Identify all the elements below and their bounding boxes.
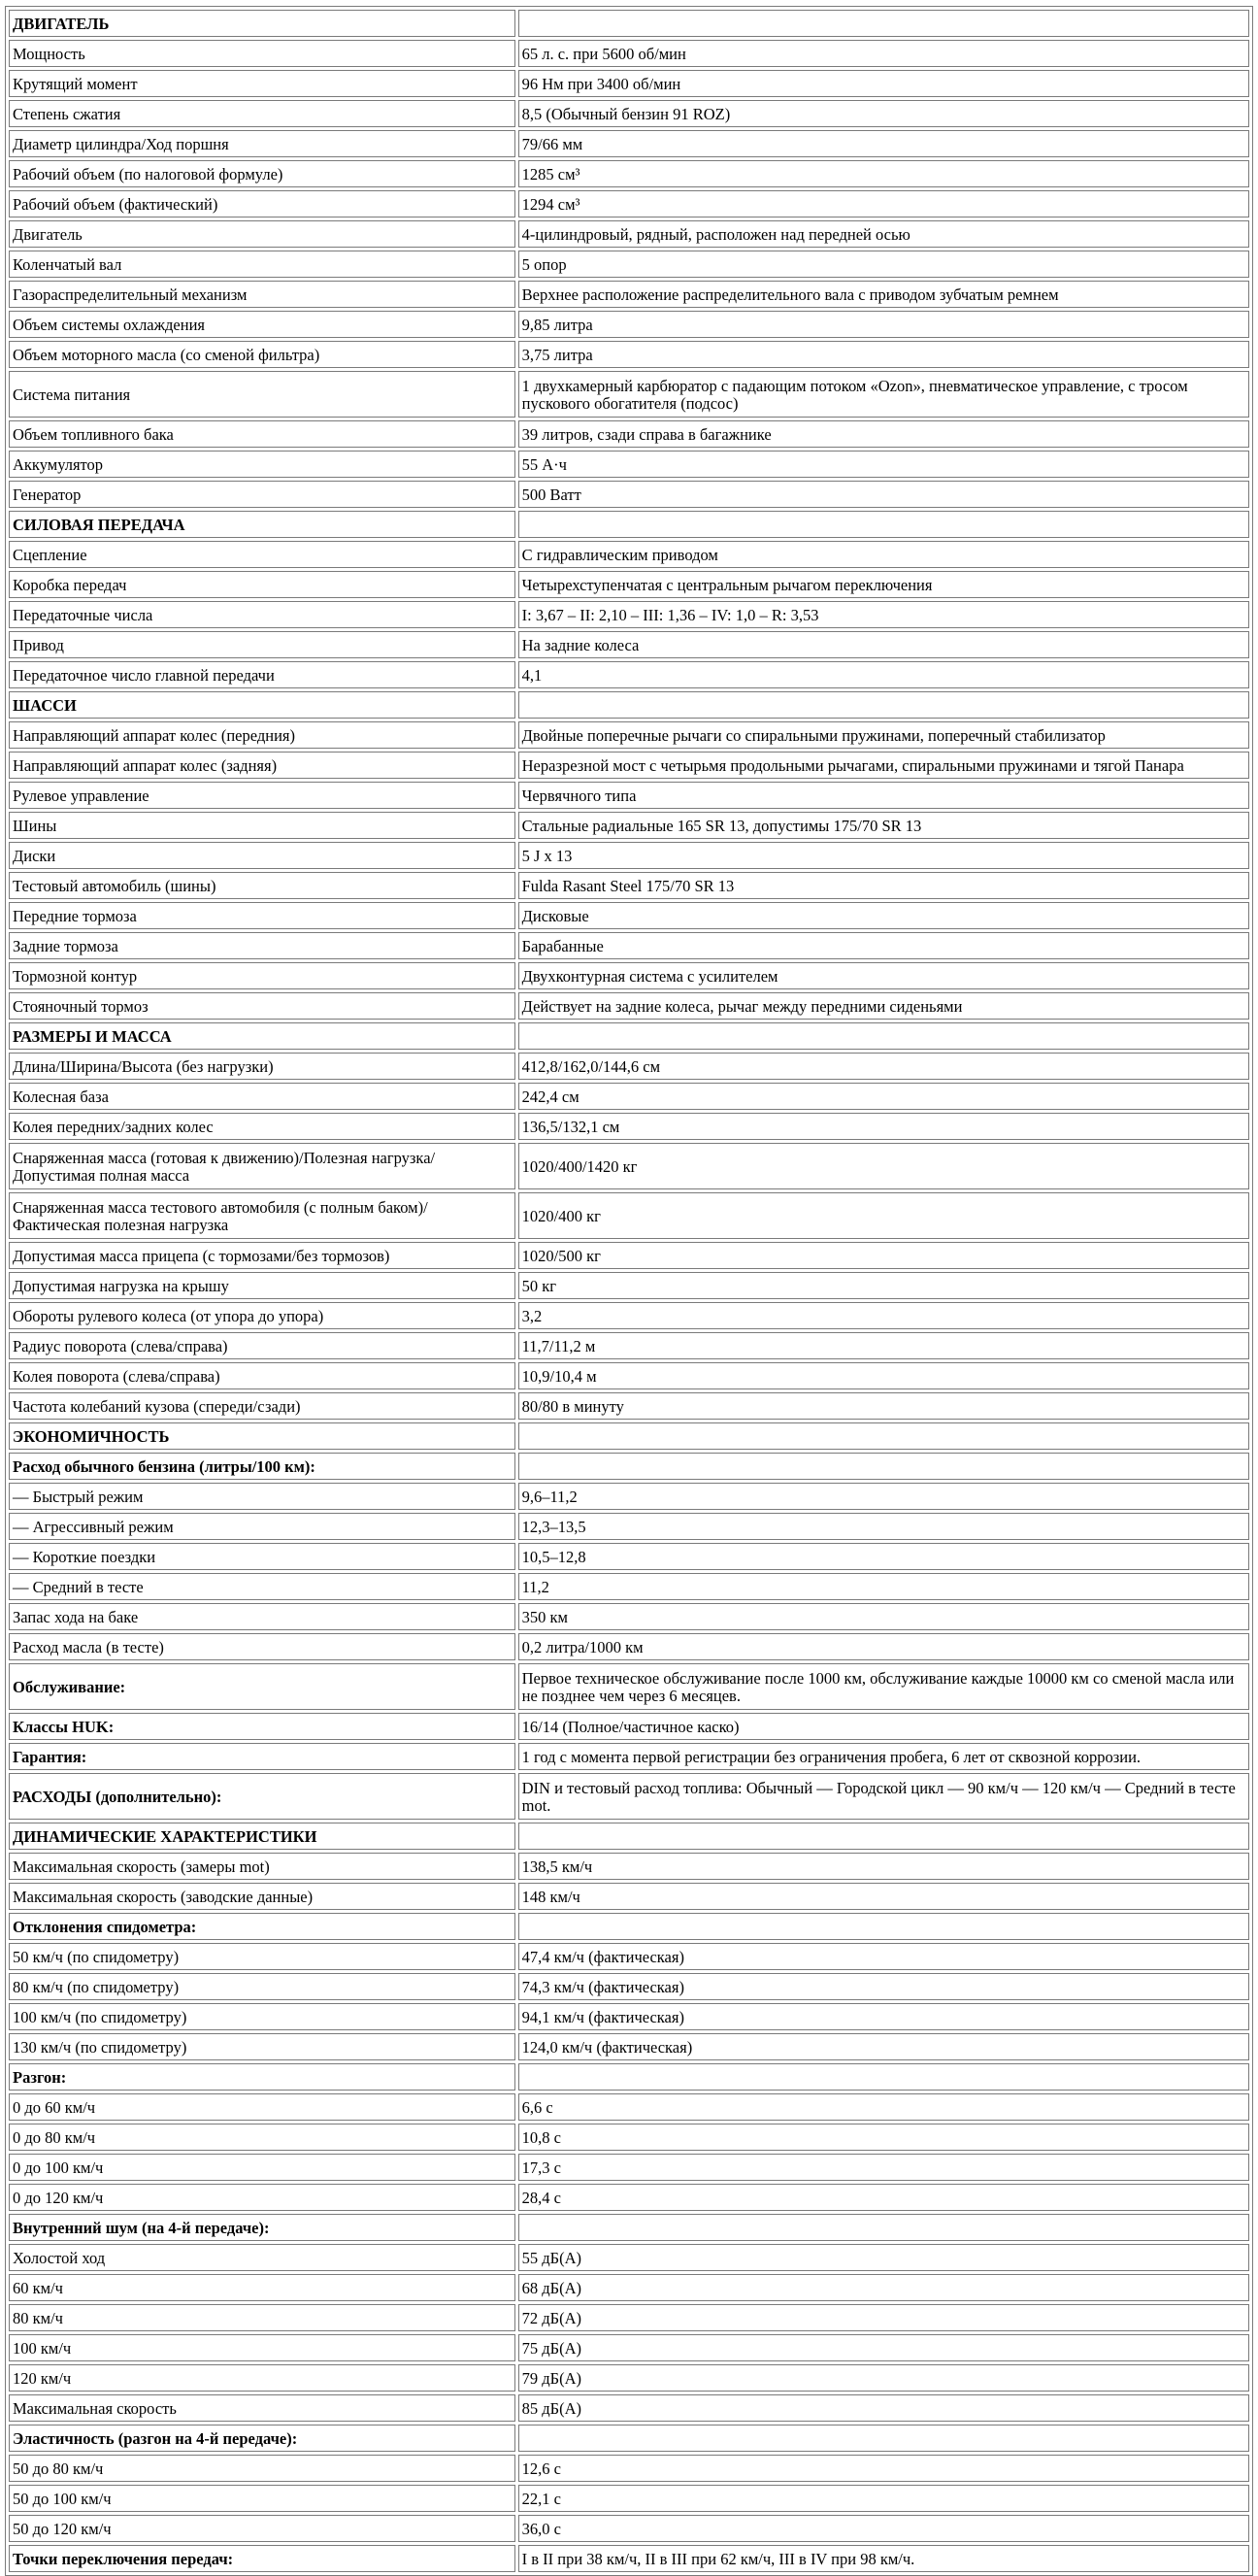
spec-row bbox=[9, 281, 1249, 308]
spec-row bbox=[9, 2154, 1249, 2181]
section-title: РАЗМЕРЫ И МАССА bbox=[9, 1022, 515, 1050]
spec-value: Червячного типа bbox=[518, 782, 1249, 809]
spec-label: Рабочий объем (по налоговой формуле) bbox=[9, 160, 515, 187]
spec-row bbox=[9, 371, 1249, 418]
spec-label: Задние тормоза bbox=[9, 932, 515, 959]
spec-row bbox=[9, 2425, 1249, 2452]
spec-label: Длина/Ширина/Высота (без нагрузки) bbox=[9, 1053, 515, 1080]
spec-label: Максимальная скорость bbox=[9, 2394, 515, 2422]
spec-row bbox=[9, 1603, 1249, 1630]
spec-row bbox=[9, 2214, 1249, 2241]
spec-row bbox=[9, 2364, 1249, 2392]
spec-value: 242,4 см bbox=[518, 1083, 1249, 1110]
spec-label: 120 км/ч bbox=[9, 2364, 515, 2392]
spec-label: 60 км/ч bbox=[9, 2274, 515, 2301]
spec-value: Действует на задние колеса, рычаг между передними сиденьями bbox=[518, 992, 1249, 1020]
section-header-row bbox=[9, 10, 1249, 37]
spec-value: Барабанные bbox=[518, 932, 1249, 959]
spec-label: 130 км/ч (по спидометру) bbox=[9, 2033, 515, 2060]
spec-value: 79 дБ(A) bbox=[518, 2364, 1249, 2392]
spec-value: 55 дБ(A) bbox=[518, 2244, 1249, 2271]
spec-label: Снаряженная масса тестового автомобиля (с полным баком)/Фактическая полезная нагрузка bbox=[9, 1192, 515, 1239]
spec-value: 96 Нм при 3400 об/мин bbox=[518, 70, 1249, 97]
spec-label: Крутящий момент bbox=[9, 70, 515, 97]
spec-value: Четырехступенчатая с центральным рычагом переключения bbox=[518, 571, 1249, 598]
spec-row bbox=[9, 2485, 1249, 2512]
spec-label: Газораспределительный механизм bbox=[9, 281, 515, 308]
spec-row bbox=[9, 420, 1249, 448]
spec-value: Стальные радиальные 165 SR 13, допустимы 175/70 SR 13 bbox=[518, 812, 1249, 839]
spec-value bbox=[518, 1823, 1249, 1850]
spec-value: Первое техническое обслуживание после 1000 км, обслуживание каждые 10000 км со сменой масла или не позднее чем через 6 месяцев. bbox=[518, 1663, 1249, 1710]
spec-value: 1020/400 кг bbox=[518, 1192, 1249, 1239]
spec-label: Точки переключения передач: bbox=[9, 2545, 515, 2572]
spec-value bbox=[518, 2063, 1249, 2091]
spec-row bbox=[9, 2455, 1249, 2482]
spec-value bbox=[518, 691, 1249, 719]
spec-label: Диски bbox=[9, 842, 515, 869]
spec-value bbox=[518, 1453, 1249, 1480]
section-header-row bbox=[9, 1022, 1249, 1050]
spec-row bbox=[9, 2063, 1249, 2091]
spec-row bbox=[9, 1743, 1249, 1770]
spec-label: 80 км/ч bbox=[9, 2304, 515, 2331]
spec-label: Максимальная скорость (замеры mot) bbox=[9, 1853, 515, 1880]
spec-label: РАСХОДЫ (дополнительно): bbox=[9, 1773, 515, 1820]
spec-row bbox=[9, 311, 1249, 338]
spec-label: 80 км/ч (по спидометру) bbox=[9, 1973, 515, 2000]
spec-row bbox=[9, 1483, 1249, 1510]
spec-row bbox=[9, 571, 1249, 598]
spec-row bbox=[9, 1362, 1249, 1389]
spec-label: Стояночный тормоз bbox=[9, 992, 515, 1020]
spec-value bbox=[518, 1913, 1249, 1940]
spec-label: 100 км/ч bbox=[9, 2334, 515, 2361]
spec-row bbox=[9, 130, 1249, 157]
spec-row bbox=[9, 1332, 1249, 1359]
spec-row bbox=[9, 341, 1249, 368]
spec-value: 68 дБ(A) bbox=[518, 2274, 1249, 2301]
spec-label: 100 км/ч (по спидометру) bbox=[9, 2003, 515, 2030]
spec-value: 12,6 с bbox=[518, 2455, 1249, 2482]
spec-row bbox=[9, 1392, 1249, 1420]
spec-label: Передаточное число главной передачи bbox=[9, 661, 515, 688]
spec-row bbox=[9, 1543, 1249, 1570]
spec-label: 50 до 120 км/ч bbox=[9, 2515, 515, 2542]
spec-row bbox=[9, 812, 1249, 839]
spec-value: 10,5–12,8 bbox=[518, 1543, 1249, 1570]
spec-row bbox=[9, 872, 1249, 899]
spec-table-body bbox=[9, 10, 1249, 2572]
spec-row bbox=[9, 721, 1249, 749]
spec-row bbox=[9, 70, 1249, 97]
spec-label: Рабочий объем (фактический) bbox=[9, 190, 515, 217]
spec-value: I: 3,67 – II: 2,10 – III: 1,36 – IV: 1,0 – R: 3,53 bbox=[518, 601, 1249, 628]
spec-label: Внутренний шум (на 4-й передаче): bbox=[9, 2214, 515, 2241]
spec-label: 0 до 80 км/ч bbox=[9, 2124, 515, 2151]
spec-value: Неразрезной мост с четырьмя продольными рычагами, спиральными пружинами и тягой Панара bbox=[518, 752, 1249, 779]
spec-value: Дисковые bbox=[518, 902, 1249, 929]
spec-row bbox=[9, 190, 1249, 217]
section-title: СИЛОВАЯ ПЕРЕДАЧА bbox=[9, 511, 515, 538]
spec-value: 3,75 литра bbox=[518, 341, 1249, 368]
spec-label: Объем системы охлаждения bbox=[9, 311, 515, 338]
spec-label: Гарантия: bbox=[9, 1743, 515, 1770]
spec-value: 1020/500 кг bbox=[518, 1242, 1249, 1269]
spec-row bbox=[9, 1242, 1249, 1269]
spec-value: 55 А·ч bbox=[518, 451, 1249, 478]
spec-value: 0,2 литра/1000 км bbox=[518, 1633, 1249, 1660]
spec-row bbox=[9, 1143, 1249, 1189]
spec-value: 1294 см³ bbox=[518, 190, 1249, 217]
spec-value: Верхнее расположение распределительного вала с приводом зубчатым ремнем bbox=[518, 281, 1249, 308]
spec-table bbox=[5, 6, 1253, 2576]
spec-label: 0 до 100 км/ч bbox=[9, 2154, 515, 2181]
spec-value: 9,85 литра bbox=[518, 311, 1249, 338]
spec-value: 47,4 км/ч (фактическая) bbox=[518, 1943, 1249, 1970]
spec-row bbox=[9, 2244, 1249, 2271]
spec-row bbox=[9, 842, 1249, 869]
spec-label: Допустимая нагрузка на крышу bbox=[9, 1272, 515, 1299]
spec-row bbox=[9, 2274, 1249, 2301]
spec-value: 412,8/162,0/144,6 см bbox=[518, 1053, 1249, 1080]
spec-value: Двойные поперечные рычаги со спиральными пружинами, поперечный стабилизатор bbox=[518, 721, 1249, 749]
spec-label: Направляющий аппарат колес (передния) bbox=[9, 721, 515, 749]
spec-row bbox=[9, 631, 1249, 658]
spec-value: 17,3 с bbox=[518, 2154, 1249, 2181]
spec-row bbox=[9, 451, 1249, 478]
spec-label: Частота колебаний кузова (спереди/сзади) bbox=[9, 1392, 515, 1420]
section-title: ЭКОНОМИЧНОСТЬ bbox=[9, 1422, 515, 1450]
spec-row bbox=[9, 992, 1249, 1020]
spec-label: 0 до 60 км/ч bbox=[9, 2093, 515, 2121]
section-header-row bbox=[9, 691, 1249, 719]
spec-row bbox=[9, 1883, 1249, 1910]
spec-value: 3,2 bbox=[518, 1302, 1249, 1329]
spec-label: — Агрессивный режим bbox=[9, 1513, 515, 1540]
spec-value: 80/80 в минуту bbox=[518, 1392, 1249, 1420]
spec-value: 75 дБ(A) bbox=[518, 2334, 1249, 2361]
spec-value: 1 год с момента первой регистрации без ограничения пробега, 6 лет от сквозной коррозии. bbox=[518, 1743, 1249, 1770]
spec-label: Обороты рулевого колеса (от упора до упора) bbox=[9, 1302, 515, 1329]
spec-row bbox=[9, 2545, 1249, 2572]
spec-value bbox=[518, 511, 1249, 538]
spec-value: С гидравлическим приводом bbox=[518, 541, 1249, 568]
spec-row bbox=[9, 1973, 1249, 2000]
section-title: ДИНАМИЧЕСКИЕ ХАРАКТЕРИСТИКИ bbox=[9, 1823, 515, 1850]
spec-value: 12,3–13,5 bbox=[518, 1513, 1249, 1540]
spec-value: 4-цилиндровый, рядный, расположен над передней осью bbox=[518, 220, 1249, 248]
spec-row bbox=[9, 2033, 1249, 2060]
spec-row bbox=[9, 100, 1249, 127]
spec-row bbox=[9, 2515, 1249, 2542]
spec-value: 10,9/10,4 м bbox=[518, 1362, 1249, 1389]
spec-label: Объем топливного бака bbox=[9, 420, 515, 448]
spec-label: — Быстрый режим bbox=[9, 1483, 515, 1510]
spec-label: 50 км/ч (по спидометру) bbox=[9, 1943, 515, 1970]
spec-value: 39 литров, сзади справа в багажнике bbox=[518, 420, 1249, 448]
spec-row bbox=[9, 1853, 1249, 1880]
spec-value: 50 кг bbox=[518, 1272, 1249, 1299]
spec-row bbox=[9, 251, 1249, 278]
spec-label: Мощность bbox=[9, 40, 515, 67]
spec-row bbox=[9, 481, 1249, 508]
spec-label: Коробка передач bbox=[9, 571, 515, 598]
spec-value: 5 опор bbox=[518, 251, 1249, 278]
spec-value: 8,5 (Обычный бензин 91 ROZ) bbox=[518, 100, 1249, 127]
spec-value: 5 J x 13 bbox=[518, 842, 1249, 869]
spec-label: Передние тормоза bbox=[9, 902, 515, 929]
spec-value bbox=[518, 1422, 1249, 1450]
spec-label: Разгон: bbox=[9, 2063, 515, 2091]
spec-row bbox=[9, 2184, 1249, 2211]
spec-value: 500 Ватт bbox=[518, 481, 1249, 508]
spec-row bbox=[9, 1943, 1249, 1970]
spec-value: Двухконтурная система с усилителем bbox=[518, 962, 1249, 989]
spec-row bbox=[9, 1192, 1249, 1239]
spec-row bbox=[9, 601, 1249, 628]
spec-row bbox=[9, 1773, 1249, 1820]
spec-value: 22,1 с bbox=[518, 2485, 1249, 2512]
spec-value: 36,0 с bbox=[518, 2515, 1249, 2542]
spec-value: 4,1 bbox=[518, 661, 1249, 688]
spec-row bbox=[9, 752, 1249, 779]
spec-label: Система питания bbox=[9, 371, 515, 418]
spec-row bbox=[9, 1083, 1249, 1110]
spec-value: 94,1 км/ч (фактическая) bbox=[518, 2003, 1249, 2030]
section-header-row bbox=[9, 511, 1249, 538]
spec-row bbox=[9, 1302, 1249, 1329]
spec-value: 28,4 с bbox=[518, 2184, 1249, 2211]
spec-row bbox=[9, 1573, 1249, 1600]
spec-label: Снаряженная масса (готовая к движению)/Полезная нагрузка/Допустимая полная масса bbox=[9, 1143, 515, 1189]
spec-row bbox=[9, 1272, 1249, 1299]
spec-label: 0 до 120 км/ч bbox=[9, 2184, 515, 2211]
spec-label: Радиус поворота (слева/справа) bbox=[9, 1332, 515, 1359]
spec-label: Эластичность (разгон на 4-й передаче): bbox=[9, 2425, 515, 2452]
spec-row bbox=[9, 160, 1249, 187]
spec-row bbox=[9, 1713, 1249, 1740]
spec-label: Генератор bbox=[9, 481, 515, 508]
spec-label: Холостой ход bbox=[9, 2244, 515, 2271]
spec-label: Расход масла (в тесте) bbox=[9, 1633, 515, 1660]
spec-value: 1 двухкамерный карбюратор с падающим потоком «Ozon», пневматическое управление, с тросом пускового обогатителя (подсос) bbox=[518, 371, 1249, 418]
spec-row bbox=[9, 2394, 1249, 2422]
spec-row bbox=[9, 1513, 1249, 1540]
spec-value: 350 км bbox=[518, 1603, 1249, 1630]
spec-label: Максимальная скорость (заводские данные) bbox=[9, 1883, 515, 1910]
spec-label: Объем моторного масла (со сменой фильтра) bbox=[9, 341, 515, 368]
spec-row bbox=[9, 1113, 1249, 1140]
spec-row bbox=[9, 1053, 1249, 1080]
spec-label: Колея поворота (слева/справа) bbox=[9, 1362, 515, 1389]
spec-value: 16/14 (Полное/частичное каско) bbox=[518, 1713, 1249, 1740]
section-title: ДВИГАТЕЛЬ bbox=[9, 10, 515, 37]
spec-row bbox=[9, 1633, 1249, 1660]
spec-value bbox=[518, 2425, 1249, 2452]
spec-value: 65 л. с. при 5600 об/мин bbox=[518, 40, 1249, 67]
spec-label: Двигатель bbox=[9, 220, 515, 248]
spec-label: Привод bbox=[9, 631, 515, 658]
spec-value: 85 дБ(A) bbox=[518, 2394, 1249, 2422]
spec-label: Сцепление bbox=[9, 541, 515, 568]
spec-value: DIN и тестовый расход топлива: Обычный — Городской цикл — 90 км/ч — 120 км/ч — Средний в тесте mot. bbox=[518, 1773, 1249, 1820]
spec-row bbox=[9, 1663, 1249, 1710]
spec-row bbox=[9, 2334, 1249, 2361]
spec-row bbox=[9, 220, 1249, 248]
spec-row bbox=[9, 541, 1249, 568]
spec-row bbox=[9, 932, 1249, 959]
spec-value: 11,7/11,2 м bbox=[518, 1332, 1249, 1359]
spec-label: Передаточные числа bbox=[9, 601, 515, 628]
spec-label: Степень сжатия bbox=[9, 100, 515, 127]
spec-label: Шины bbox=[9, 812, 515, 839]
spec-label: Колея передних/задних колес bbox=[9, 1113, 515, 1140]
spec-label: Запас хода на баке bbox=[9, 1603, 515, 1630]
spec-label: Расход обычного бензина (литры/100 км): bbox=[9, 1453, 515, 1480]
spec-label: Классы HUK: bbox=[9, 1713, 515, 1740]
spec-value: Fulda Rasant Steel 175/70 SR 13 bbox=[518, 872, 1249, 899]
spec-row bbox=[9, 40, 1249, 67]
spec-label: — Средний в тесте bbox=[9, 1573, 515, 1600]
spec-row bbox=[9, 1453, 1249, 1480]
spec-label: 50 до 100 км/ч bbox=[9, 2485, 515, 2512]
section-header-row bbox=[9, 1823, 1249, 1850]
spec-value: 9,6–11,2 bbox=[518, 1483, 1249, 1510]
section-title: ШАССИ bbox=[9, 691, 515, 719]
spec-label: Направляющий аппарат колес (задняя) bbox=[9, 752, 515, 779]
spec-value: 79/66 мм bbox=[518, 130, 1249, 157]
spec-row bbox=[9, 782, 1249, 809]
spec-label: Отклонения спидометра: bbox=[9, 1913, 515, 1940]
spec-label: Тормозной контур bbox=[9, 962, 515, 989]
section-header-row bbox=[9, 1422, 1249, 1450]
spec-value: 138,5 км/ч bbox=[518, 1853, 1249, 1880]
spec-value: На задние колеса bbox=[518, 631, 1249, 658]
spec-row bbox=[9, 2124, 1249, 2151]
spec-label: Тестовый автомобиль (шины) bbox=[9, 872, 515, 899]
spec-row bbox=[9, 2304, 1249, 2331]
spec-label: 50 до 80 км/ч bbox=[9, 2455, 515, 2482]
spec-label: Рулевое управление bbox=[9, 782, 515, 809]
spec-row bbox=[9, 1913, 1249, 1940]
spec-value: 148 км/ч bbox=[518, 1883, 1249, 1910]
spec-value: 72 дБ(A) bbox=[518, 2304, 1249, 2331]
spec-value bbox=[518, 2214, 1249, 2241]
spec-value: 6,6 с bbox=[518, 2093, 1249, 2121]
spec-value bbox=[518, 10, 1249, 37]
spec-row bbox=[9, 661, 1249, 688]
spec-value bbox=[518, 1022, 1249, 1050]
spec-value: 10,8 с bbox=[518, 2124, 1249, 2151]
spec-row bbox=[9, 2003, 1249, 2030]
spec-value: 1285 см³ bbox=[518, 160, 1249, 187]
spec-value: 11,2 bbox=[518, 1573, 1249, 1600]
spec-value: 74,3 км/ч (фактическая) bbox=[518, 1973, 1249, 2000]
spec-label: Аккумулятор bbox=[9, 451, 515, 478]
spec-label: Коленчатый вал bbox=[9, 251, 515, 278]
spec-row bbox=[9, 2093, 1249, 2121]
spec-label: Обслуживание: bbox=[9, 1663, 515, 1710]
spec-label: — Короткие поездки bbox=[9, 1543, 515, 1570]
spec-label: Колесная база bbox=[9, 1083, 515, 1110]
spec-row bbox=[9, 902, 1249, 929]
spec-row bbox=[9, 962, 1249, 989]
spec-value: 1020/400/1420 кг bbox=[518, 1143, 1249, 1189]
spec-label: Допустимая масса прицепа (с тормозами/без тормозов) bbox=[9, 1242, 515, 1269]
spec-value: I в II при 38 км/ч, II в III при 62 км/ч, III в IV при 98 км/ч. bbox=[518, 2545, 1249, 2572]
spec-label: Диаметр цилиндра/Ход поршня bbox=[9, 130, 515, 157]
spec-value: 124,0 км/ч (фактическая) bbox=[518, 2033, 1249, 2060]
spec-value: 136,5/132,1 см bbox=[518, 1113, 1249, 1140]
